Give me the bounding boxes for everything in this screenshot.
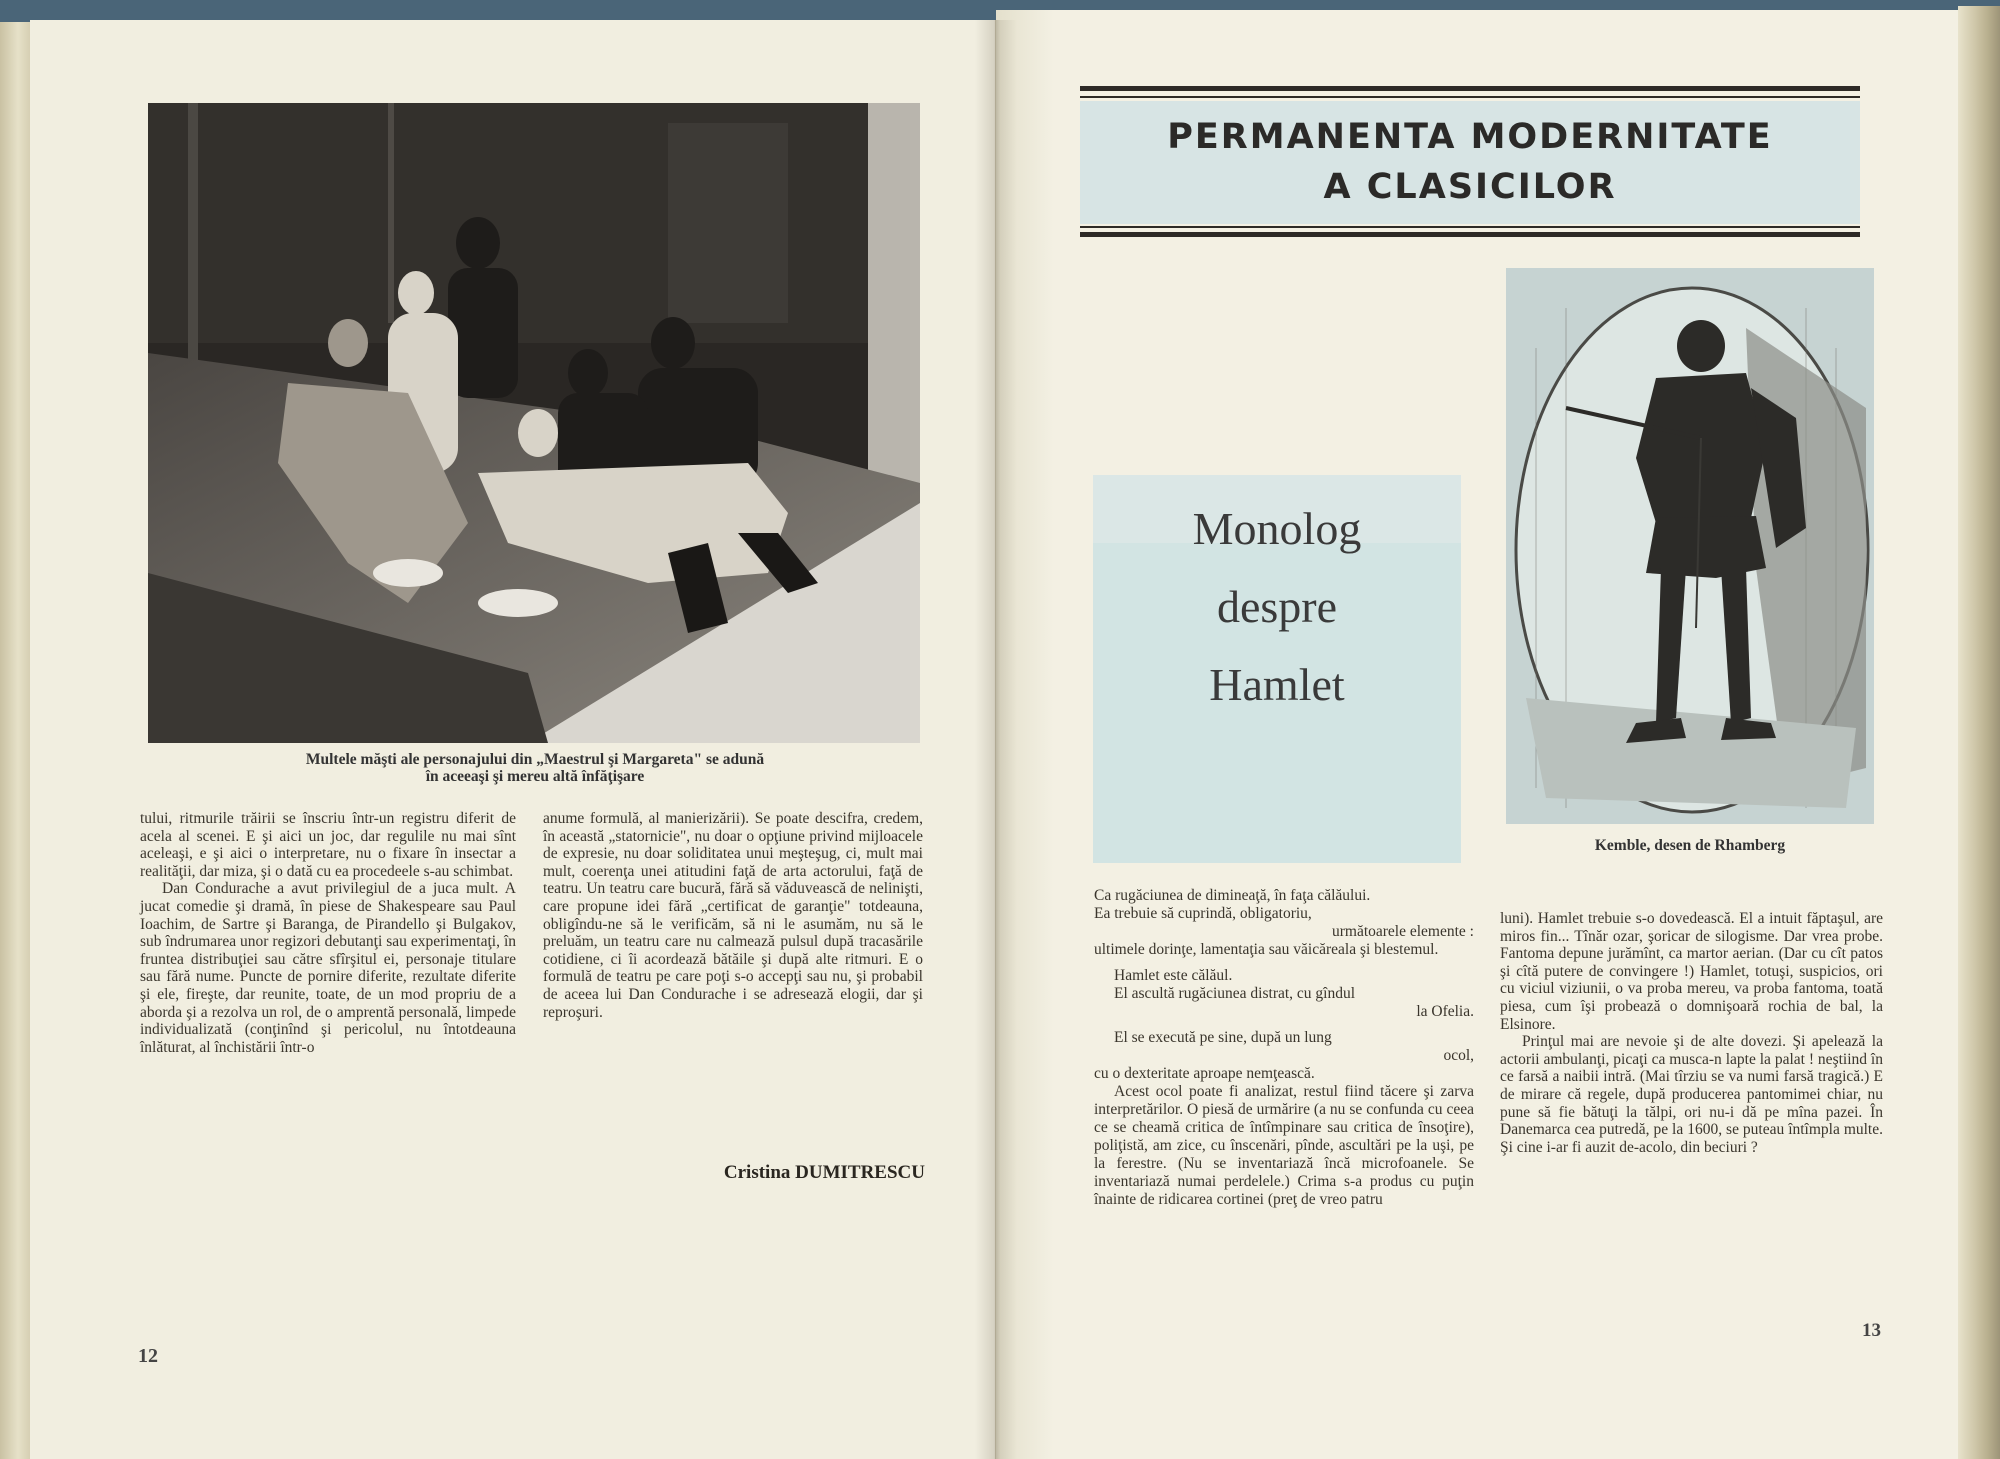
poem-line: Ea trebuie să cuprindă, obligatoriu, (1094, 905, 1312, 922)
author-signature: Cristina DUMITRESCU (723, 1162, 925, 1183)
page-number-left: 12 (138, 1345, 158, 1367)
header-rule (1080, 226, 1860, 228)
theatre-photo (148, 103, 920, 743)
section-header (1080, 112, 1860, 212)
photo-caption (150, 751, 920, 785)
poem-line: ultimele dorinţe, lamentaţia sau văicăreala şi blestemul. (1094, 941, 1439, 958)
header-rule (1080, 86, 1860, 91)
poem-line: următoarele elemente : (1331, 923, 1474, 940)
book-edge-right (1958, 6, 2000, 1459)
right-column-b (1500, 910, 1883, 1156)
header-rule (1080, 232, 1860, 237)
poem-line: la Ofelia. (1416, 1003, 1474, 1020)
page-number-right: 13 (1862, 1320, 1881, 1341)
poem-line: cu o dexteritate aproape nemţească. (1094, 1065, 1315, 1082)
left-column-a (140, 810, 516, 1056)
article-title-line: Hamlet (1209, 659, 1345, 710)
section-header-line1: PERMANENTA MODERNITATE (1167, 117, 1773, 157)
poem-and-prose-column (1094, 887, 1474, 1209)
book-edge-left (0, 22, 30, 1459)
section-header-line2: A CLASICILOR (1323, 167, 1617, 207)
paragraph: luni). Hamlet trebuie s-o dovedească. El a intuit făptaşul, are miros fin... Tînăr ozar, şoricar de silogisme. Dar vrea probe. Fantoma depune jurămînt, ca martor aerian. (Dar cu cît patos şi cîtă putere de convingere !) Hamlet, totuşi, suspicios, ori cu viciul viziunii, o va proba mereu, va proba fantoma, toată piesa, cum îşi probează o domnişoară rochia de bal, la Elsinore. (1500, 910, 1883, 1033)
paragraph: Dan Condurache a avut privilegiul de a juca mult. A jucat comedie şi dramă, în piese de Shakespeare sau Paul Ioachim, de Sartre şi Baranga, de Pirandello şi Bulgakov, sub îndrumarea unor regizori debutanţi sau experimentaţi, în fruntea distribuţiei sau către sfîrşitul ei, personaje titulare sau fără nume. Puncte de pornire diferite, rezultate diferite şi ele, fireşte, dar reunite, toate, de un mod propriu de a aborda şi a rezolva un rol, de o amprentă personală, limpede individualizată (conţinînd şi pericolul, nu întotdeauna înlăturat, al închistării într-o (140, 880, 516, 1056)
engraving-caption: Kemble, desen de Rhamberg (1594, 837, 1786, 854)
paragraph: tului, ritmurile trăirii se înscriu într-un registru diferit de acela al scenei. E şi aici un joc, dar regulile nu mai sînt aceleaşi, e şi aici o interpretare, nu o fixare în insectar a realităţii, dar miza, şi o dată cu ea procedeele s-au schimbat. (140, 810, 516, 880)
article-title-line: despre (1216, 581, 1338, 632)
article-title-line: Monolog (1192, 503, 1362, 554)
kemble-engraving (1506, 268, 1874, 824)
poem-line: Ca rugăciunea de dimineaţă, în faţa călăului. (1094, 887, 1371, 904)
poem-line: Hamlet este călăul. (1114, 967, 1233, 984)
article-title (1093, 490, 1461, 724)
paragraph: anume formulă, al manierizării). Se poate descifra, credem, în această „statornicie", nu doar o opţiune privind mijloacele de expresie, nu doar soliditatea unui meşteşug, ci, mult mai mult, coerenţa unei atitudini faţă de arta actorului, faţă de teatru. Un teatru care bucură, fără să văduvească de nelinişti, care propune idei fără „certificat de garanţie" totdeauna, obligîndu-ne să le verificăm, să ni le asumăm, nu să le preluăm, un teatru care nu calmează pulsul după tracasările cotidiene, ci îi acordează bătăile şi după alte ritmuri. E o formulă de teatru pe care poţi s-o accepţi sau nu, şi probabil de aceea lui Dan Condurache i se adresează elogii, dar şi reproşuri. (543, 810, 923, 1021)
paragraph: Acest ocol poate fi analizat, restul fiind tăcere şi zarva interpretărilor. O piesă de urmărire (a nu se confunda cu ceea ce se cheamă critica de întîmpinare sau critica de însoţire), poliţistă, am zice, cu înscenări, pînde, ascultări pe la uşi, pe la ferestre. (Nu se inventariază încă microfoanele. Se inventariază numai perdelele.) Crima s-a produs cu puţin înainte de ridicarea cortinei (preţ de vreo patru (1094, 1083, 1474, 1208)
poem-line: El ascultă rugăciunea distrat, cu gîndul (1114, 985, 1356, 1002)
header-rule (1080, 96, 1860, 98)
photo-caption-line2: în aceeaşi şi mereu altă înfăţişare (425, 768, 645, 785)
poem-line: El se execută pe sine, după un lung (1114, 1029, 1332, 1046)
poem-line: ocol, (1443, 1047, 1474, 1064)
photo-caption-line1: Multele măşti ale personajului din „Maestrul şi Margareta" se adună (305, 751, 765, 768)
paragraph: Prinţul mai are nevoie şi de alte dovezi. Şi apelează la actorii ambulanţi, picaţi ca musca-n lapte la palat ! neştiind în ce farsă a naibii intră. (Mai tîrziu se va numi farsă tragică.) E de mirare că regele, după producerea pantomimei chiar, nu pune să fie bătuţi la tălpi, ori nu-i dă pe mîna pazei. În Danemarca cea putredă, pe la 1600, se puteau întîmpla multe. Şi cine i-ar fi auzit de-acolo, din beciuri ? (1500, 1033, 1883, 1156)
left-column-b (543, 810, 923, 1021)
